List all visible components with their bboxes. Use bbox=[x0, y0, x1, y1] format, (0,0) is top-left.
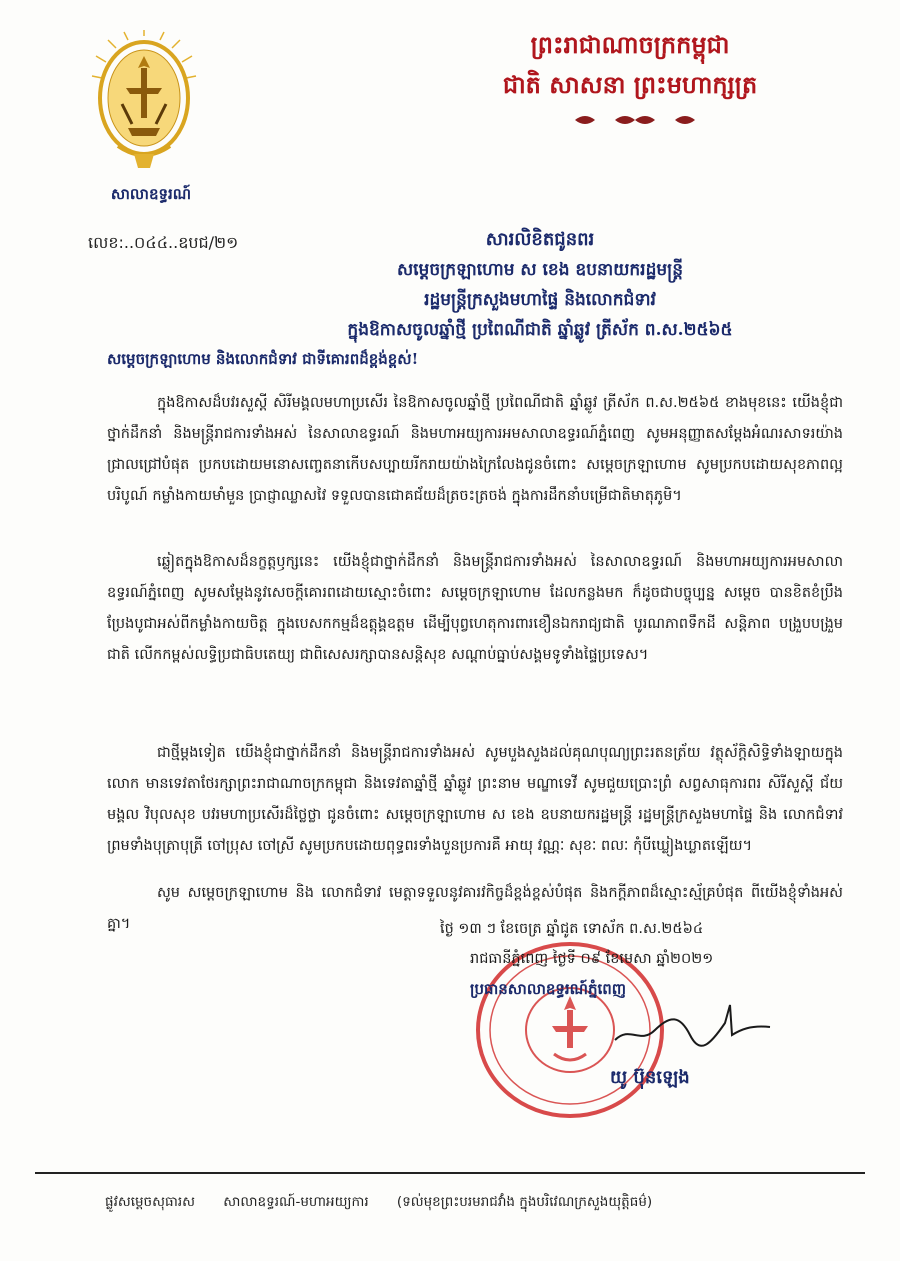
paragraph-3: ជាថ្មីម្ដងទៀត យើងខ្ញុំជាថ្នាក់ដឹកនាំ និងមន្ត្រីរាជការទាំងអស់ សូមបួងសួងដល់គុណបុណ្យព្រះរតនត្រ័យ វត្ថុស័ក្តិសិទ្ធិទាំងឡាយក្នុងលោក មានទេវតាថែរក្សាព្រះរាជាណាចក្រកម្ពុជា និងទេវតាឆ្នាំថ្មី ឆ្នាំឆ្លូវ ព្រះនាម មណ្ឌាទេវី សូមជួយប្រោះព្រំ សព្វសាធុការពរ សិរីសួស្តី ជ័យមង្គល វិបុលសុខ បវរមហាប្រសើរដ៏ថ្លៃថ្លា ជូនចំពោះ សម្ដេចក្រឡាហោម ស ខេង ឧបនាយករដ្ឋមន្ត្រី រដ្ឋមន្ត្រីក្រសួងមហាផ្ទៃ និង លោកជំទាវ ព្រមទាំងបុត្រាបុត្រី ចៅប្រុស ចៅស្រី សូមប្រកបដោយពុទ្ធពរទាំងបួនប្រការគឺ អាយុ វណ្ណៈ សុខៈ ពលៈ កុំបីឃ្លៀងឃ្លាតឡើយ។ bbox=[107, 745, 843, 854]
title-block bbox=[240, 225, 840, 345]
occasion-line: ក្នុងឱកាសចូលឆ្នាំថ្មី ប្រពៃណីជាតិ ឆ្នាំឆ្លូវ ត្រីស័ក ព.ស.២៥៦៥ bbox=[347, 320, 733, 340]
salutation: សម្ដេចក្រឡាហោម និងលោកជំទាវ ជាទីគោរពដ៏ខ្ពង់ខ្ពស់! bbox=[107, 350, 419, 368]
footer-location: (ទល់មុខព្រះបរមរាជវាំង ក្នុងបរិវេណក្រសួងយុត្តិធម៌) bbox=[396, 1194, 653, 1210]
letter-title: សារលិខិតជូនពរ bbox=[485, 229, 595, 250]
paragraph-4: សូម សម្ដេចក្រឡាហោម និង លោកជំទាវ មេត្តាទទួលនូវគារវកិច្ចដ៏ខ្ពង់ខ្ពស់បំផុត និងកក្តីភាពដ៏ស្មោះស្ម័គ្របំផុត ពីយើងខ្ញុំទាំងអស់គ្នា។ bbox=[107, 885, 843, 932]
signer-title: ប្រធានសាលាឧទ្ធរណ៍ភ្នំពេញ bbox=[470, 980, 627, 998]
paragraph-2: ឆ្លៀតក្នុងឱកាសដ៏នក្ខត្តឫក្សនេះ យើងខ្ញុំជាថ្នាក់ដឹកនាំ និងមន្ត្រីរាជការទាំងអស់ នៃសាលាឧទ្ធរណ៍ និងមហាអយ្យការអមសាលាឧទ្ធរណ៍ភ្នំពេញ សូមសម្ដែងនូវសេចក្តីគោរពដោយស្មោះចំពោះ សម្ដេចក្រឡាហោម ដែលកន្លងមក ក៏ដូចជាបច្ចុប្បន្ន សម្ដេច បានខិតខំប្រឹងប្រែងបូជាអស់ពីកម្លាំងកាយចិត្ត ក្នុងបេសកកម្មដ៏ឧត្តុង្គឧត្តម ដើម្បីបុព្វហេតុការពារខឿនឯករាជ្យជាតិ បូរណភាពទឹកដី សន្តិភាព បង្រួបបង្រួមជាតិ លើកកម្ពស់លទ្ធិប្រជាធិបតេយ្យ ជាពិសេសរក្សាបានសន្តិសុខ សណ្ដាប់ធ្នាប់សង្គមទូទាំងផ្ទៃប្រទេស។ bbox=[107, 554, 843, 663]
footer-address bbox=[105, 1193, 865, 1213]
signer-name: យូ ប៊ុនឡេង bbox=[610, 1067, 690, 1088]
lunar-date: ថ្ងៃ ១៣ ៗ ខែចេត្រ ឆ្នាំជូត ទោស័ក ព.ស.២៥៦៤ bbox=[440, 921, 704, 937]
footer-divider bbox=[35, 1172, 865, 1174]
footer-street: ផ្លូវសម្ដេចសុធារស bbox=[105, 1194, 195, 1210]
kingdom-header: ព្រះរាជាណាចក្រកម្ពុជា bbox=[530, 30, 730, 59]
reference-number: លេខ:..០៤៤..ឧបជ/២១ bbox=[88, 233, 239, 252]
national-motto: ជាតិ សាសនា ព្រះមហាក្សត្រ bbox=[502, 70, 758, 99]
ornament-divider-icon bbox=[565, 112, 705, 128]
paragraph-1: ក្នុងឱកាសដ៏បវរសួស្តី សិរីមង្គលមហាប្រសើរ នៃឱកាសចូលឆ្នាំថ្មី ប្រពៃណីជាតិ ឆ្នាំឆ្លូវ ត្រីស័ក ព.ស.២៥៦៥ ខាងមុខនេះ យើងខ្ញុំជាថ្នាក់ដឹកនាំ និងមន្ត្រីរាជការទាំងអស់ នៃសាលាឧទ្ធរណ៍ និងមហាអយ្យការអមសាលាឧទ្ធរណ៍ភ្នំពេញ សូមអនុញ្ញាតសម្ដែងអំណរសាទរយ៉ាងជ្រាលជ្រៅបំផុត ប្រកបដោយមនោសញ្ចេតនាកើបសប្បាយរីករាយយ៉ាងក្រៃលែងជូនចំពោះ សម្ដេចក្រឡាហោម សូមប្រកបដោយសុខភាពល្អបរិបូណ៍ កម្លាំងកាយមាំមួន ប្រាជ្ញាឈ្លាសវៃ ទទួលបានជោគជ័យដ៏ត្រចះត្រចង់ ក្នុងការដឹកនាំបម្រើជាតិមាតុភូមិ។ bbox=[107, 395, 843, 504]
ministry-name: សាលាឧទ្ធរណ៍ bbox=[110, 185, 192, 203]
recipient-line-1: សម្ដេចក្រឡាហោម ស ខេង ឧបនាយករដ្ឋមន្ត្រី bbox=[396, 260, 684, 280]
solar-date: រាជធានីភ្នំពេញ ថ្ងៃទី ០៩ ខែមេសា ឆ្នាំ២០២១ bbox=[470, 951, 714, 967]
handwritten-signature-icon bbox=[610, 995, 780, 1055]
footer-institution: សាលាឧទ្ធរណ៍-មហាអយ្យការ bbox=[223, 1194, 369, 1210]
royal-emblem-icon bbox=[88, 28, 200, 176]
recipient-line-2: រដ្ឋមន្ត្រីក្រសួងមហាផ្ទៃ និងលោកជំទាវ bbox=[424, 290, 656, 310]
